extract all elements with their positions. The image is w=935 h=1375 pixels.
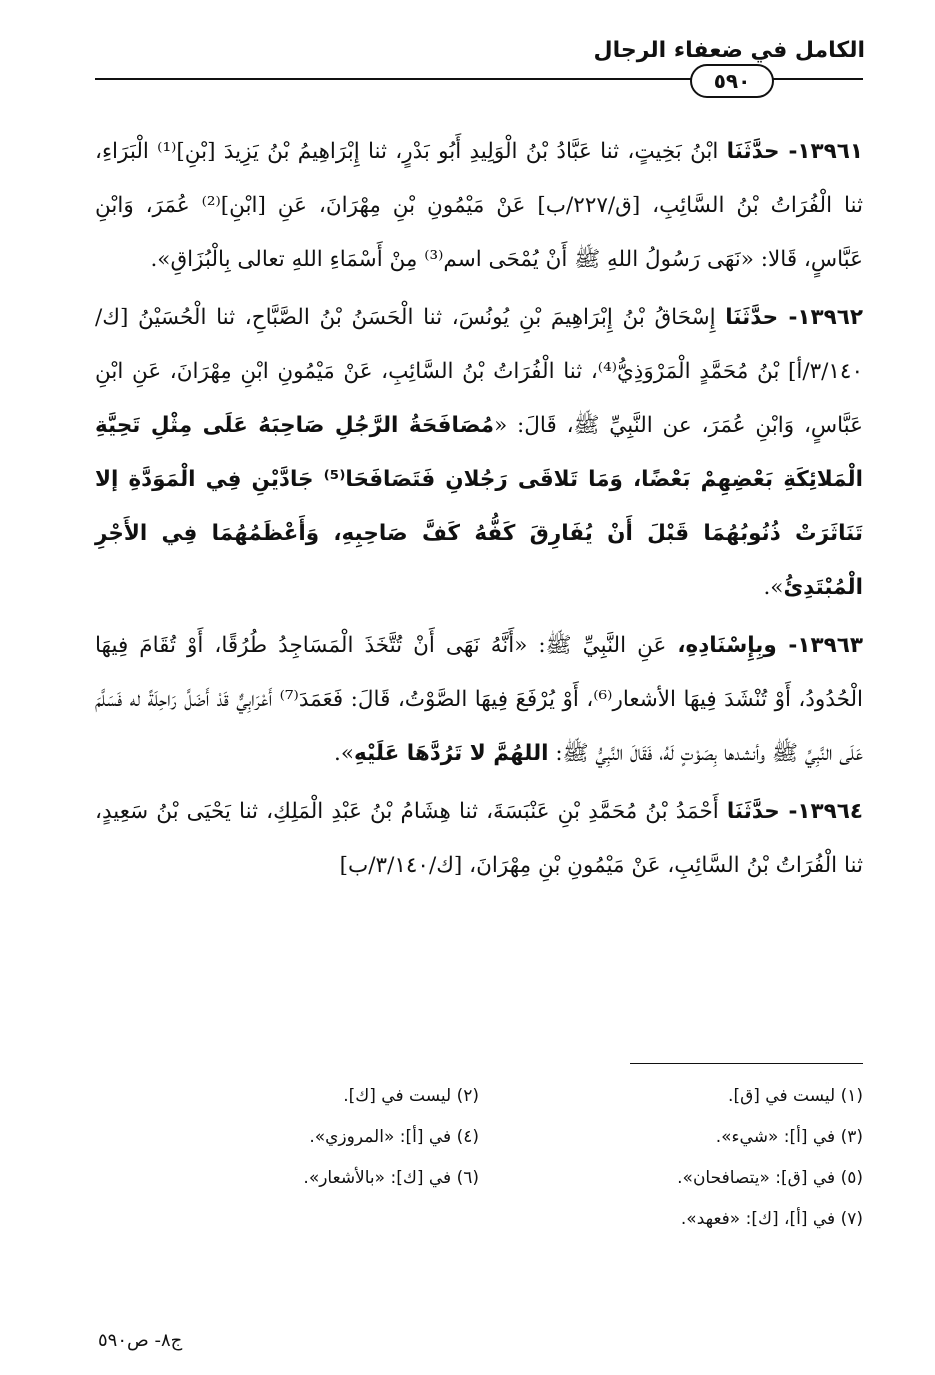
running-title: الكامل في ضعفاء الرجال: [593, 38, 865, 63]
footnote: (٣) في [أ]: «شيء».: [715, 1126, 863, 1147]
hadith-paragraph: [95, 785, 863, 893]
hadith-number: ١٣٩٦٢: [797, 305, 863, 330]
hadith-text: إِسْحَاقُ بْنُ إِبْرَاهِيمَ بْنِ يُونُسَ، ثنا الْحَسَنُ بْنُ الصَّبَّاحِ، ثنا الْحُسَيْنُ [ك/٣/١٤٠/أ] بْنُ مُحَمَّدٍ الْمَرْوَذِيُّ⁽⁴⁾، ثنا الْفُرَاتُ بْنُ السَّائِبِ، عَنْ مَيْمُونِ ابْنِ مِهْرَانَ، عَنِ ابْنِ عَبَّاسٍ، وَابْنِ عُمَرَ، عن النَّبِيِّ ﷺ، قَالَ: «: [95, 305, 863, 438]
hadith-lead: وبِإِسْنَادِهِ،: [677, 633, 777, 658]
hadith-text: ابْنُ بَخِيتٍ، ثنا عَبَّادُ بْنُ الْوَلِيدِ أَبُو بَدْرٍ، ثنا إِبْرَاهِيمُ بْنُ يَزِيدَ [بْنِ]⁽¹⁾ الْبَرَاءِ، ثنا الْفُرَاتُ بْنُ السَّائِبِ، [ق/٢٢٧/ب] عَنْ مَيْمُونِ بْنِ مِهْرَانَ، عَنِ [ابْنِ]⁽²⁾ عُمَرَ، وَابْنِ عَبَّاسٍ، قَالا: «نَهَى رَسُولُ اللهِ ﷺ أَنْ يُمْحَى اسم⁽³⁾ مِنْ أَسْمَاءِ اللهِ تعالى بِالْبُزَاقِ».: [95, 139, 864, 272]
hadith-text: أَحْمَدُ بْنُ مُحَمَّدِ بْنِ عَنْبَسَةَ، ثنا هِشَامُ بْنُ عَبْدِ الْمَلِكِ، ثنا يَحْيَى بْنُ سَعِيدٍ، ثنا الْفُرَاتُ بْنُ السَّائِبِ، عَنْ مَيْمُونِ بْنِ مِهْرَانَ، [ك/٣/١٤٠/ب]: [95, 799, 863, 878]
hadith-matn: اللهُمَّ لا تَرُدَّهَا عَلَيْهِ: [354, 741, 549, 766]
number-dash: -: [778, 305, 798, 330]
footnote: (٢) ليست في [ك].: [343, 1085, 479, 1106]
footnote: (٤) في [أ]: «المروزي».: [309, 1126, 479, 1147]
footnote-row: [95, 1075, 863, 1116]
hadith-paragraph: [95, 291, 863, 615]
number-dash: -: [776, 633, 798, 658]
hadith-number: ١٣٩٦١: [797, 139, 863, 164]
main-text: [95, 125, 863, 897]
hadith-number: ١٣٩٦٤: [797, 799, 864, 824]
hadith-number: ١٣٩٦٣: [797, 633, 863, 658]
hadith-paragraph: [95, 619, 863, 781]
footnote: (٧) في [أ]، [ك]: «فعهد».: [680, 1208, 863, 1229]
hadith-lead: حدَّثَنَا: [726, 139, 780, 164]
footnote: (٥) في [ق]: «يتصافحان».: [677, 1167, 863, 1188]
footnote-row: [95, 1157, 863, 1198]
number-dash: -: [779, 799, 798, 824]
footnote-row: [95, 1116, 863, 1157]
hadith-lead: حدَّثَنَا: [725, 305, 779, 330]
hadith-paragraph: [95, 125, 863, 287]
number-dash: -: [779, 139, 798, 164]
page-number-badge: ٥٩٠: [690, 64, 774, 98]
footnote-rule: [630, 1063, 863, 1064]
hadith-tail: ».: [763, 575, 784, 600]
hadith-lead: حدَّثَنَا: [726, 799, 780, 824]
hadith-matn: مُصَافَحَةُ الرَّجُلِ صَاحِبَهُ عَلَى مِثْلِ تَحِيَّةِ الْمَلائِكَةِ بَعْضِهِمْ بَعْضًا، وَمَا تَلاقَى رَجُلانِ فَتَصَافَحَا⁽⁵⁾ جَادَّيْنِ فِي الْمَوَدَّةِ إلا تَنَاثَرَتْ ذُنُوبُهُمَا قَبْلَ أَنْ يُفَارِقَ كَفُّهُ كَفَّ صَاحِبِهِ، وَأَعْظَمُهُمَا فِي الأَجْرِ الْمُبْتَدِئُ: [95, 413, 863, 600]
hadith-text: عَنِ النَّبِيِّ ﷺ: «أَنَّهُ نَهَى أَنْ تُتَّخَذَ الْمَسَاجِدُ طُرُقًا، أَوْ تُقَامَ فِيهَا الْحُدُودُ، أَوْ تُنْشَدَ فِيهَا الأشعار⁽⁶⁾، أَوْ يُرْفَعَ فِيهَا الصَّوْتُ، قَالَ: فَعَمَدَ⁽⁷⁾ أَعْرَابِيٌّ قَدْ أَضَلَّ رَاحِلَةً له فَسَلَّمَ عَلَى النَّبِيِّ ﷺ وأنشدها بِصَوْتٍ لَهُ، فَقَالَ النَّبِيُّ ﷺ:: [95, 633, 864, 766]
footnotes: [95, 1075, 863, 1239]
hadith-tail: ».: [334, 741, 355, 766]
footnote: (٦) في [ك]: «بالأشعار».: [303, 1167, 479, 1188]
footnote-row: [95, 1198, 863, 1239]
volume-page-reference: ج٨- ص٥٩٠: [98, 1330, 183, 1351]
footnote: (١) ليست في [ق].: [728, 1085, 863, 1106]
